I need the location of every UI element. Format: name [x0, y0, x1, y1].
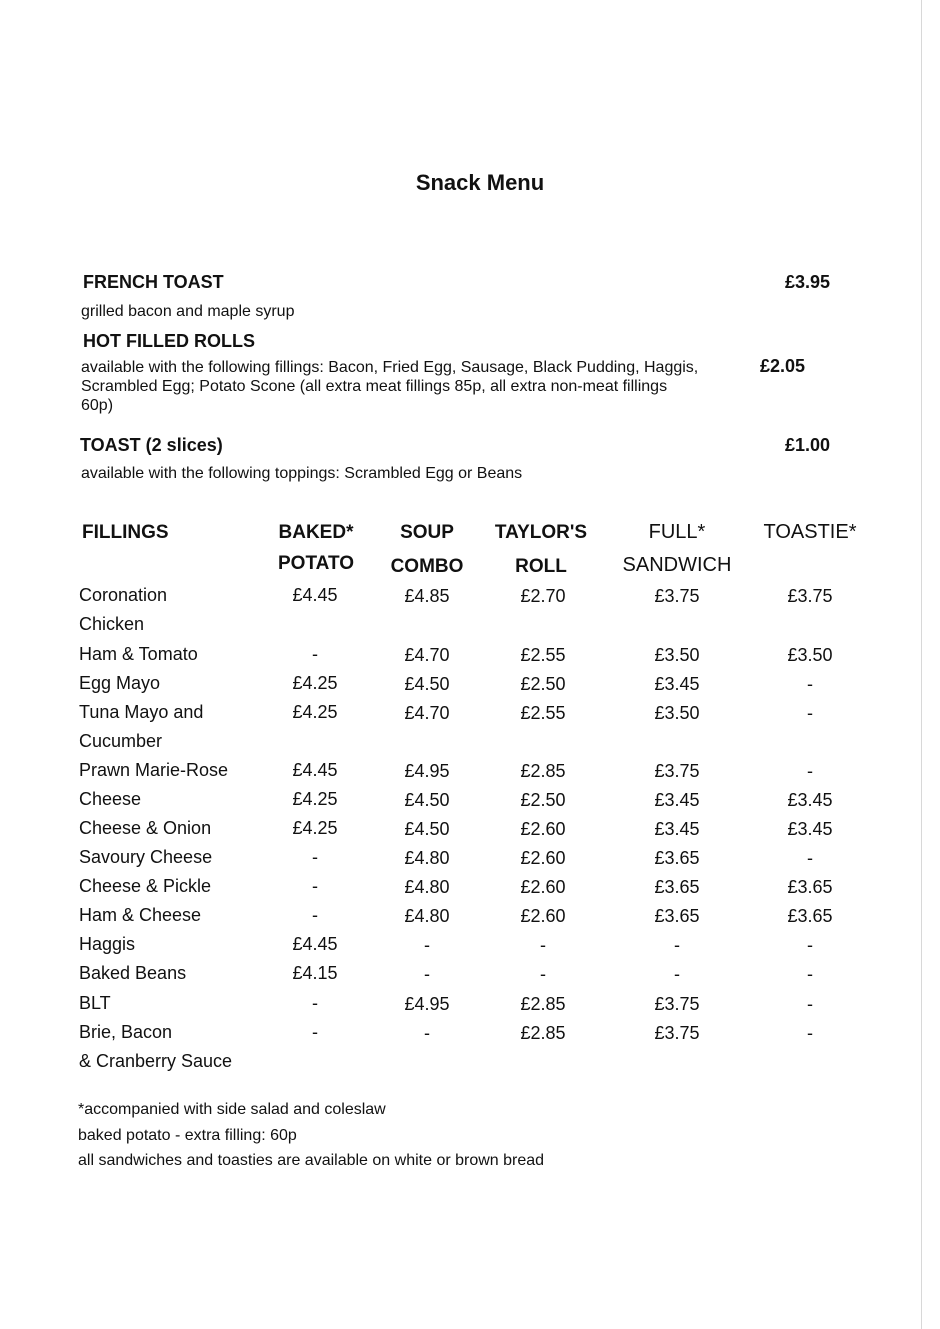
table-cell-price: -	[424, 935, 430, 955]
table-row-name-line: Cheese & Pickle	[79, 876, 212, 896]
table-cell-price: £2.70	[520, 586, 566, 606]
header-taylors-roll-line2: ROLL	[515, 556, 567, 577]
table-cell-price: £3.65	[787, 877, 833, 897]
header-baked-potato-line2: POTATO	[278, 553, 354, 574]
table-row-name-line: Brie, Bacon	[79, 1022, 173, 1042]
table-cell-price: £2.85	[520, 761, 566, 781]
table-row-name-line: Baked Beans	[79, 963, 187, 983]
header-fillings: FILLINGS	[82, 522, 169, 543]
table-cell-price: £4.50	[404, 790, 450, 810]
item-desc-hot-filled-rolls	[81, 358, 698, 415]
table-row-name	[79, 930, 279, 959]
table-cell-price: £3.65	[654, 877, 700, 897]
table-cell-price: £2.50	[520, 674, 566, 694]
table-row-name	[79, 785, 279, 814]
table-cell-price: -	[540, 935, 546, 955]
item-price-toast: £1.00	[784, 435, 830, 455]
table-cell-price: £3.50	[654, 703, 700, 723]
table-cell-price: £4.25	[292, 818, 338, 838]
item-title-hot-filled-rolls: HOT FILLED ROLLS	[83, 331, 255, 351]
table-cell-price: £3.65	[654, 848, 700, 868]
table-cell-price: £2.60	[520, 848, 566, 868]
table-cell-price: £4.25	[292, 702, 338, 722]
table-row-name	[79, 989, 279, 1018]
footnotes	[78, 1097, 544, 1174]
item-title-toast: TOAST (2 slices)	[80, 435, 223, 455]
table-cell-price: £4.80	[404, 877, 450, 897]
table-cell-price: £2.55	[520, 703, 566, 723]
footnote: all sandwiches and toasties are available on white or brown bread	[78, 1152, 545, 1169]
table-cell-price: £2.60	[520, 877, 566, 897]
table-row-name	[79, 814, 279, 843]
table-cell-price: £2.60	[520, 819, 566, 839]
item-price-hot-filled-rolls: £2.05	[759, 356, 805, 376]
table-cell-price: -	[807, 935, 813, 955]
table-cell-price: £4.50	[404, 674, 450, 694]
table-cell-price: -	[807, 994, 813, 1014]
table-cell-price: £3.75	[654, 586, 700, 606]
table-cell-price: -	[807, 674, 813, 694]
table-row-name	[79, 698, 279, 756]
header-full-sandwich-line1: FULL*	[648, 521, 706, 543]
table-cell-price: £4.95	[404, 761, 450, 781]
table-cell-price: £4.80	[404, 906, 450, 926]
table-row-name-line: Tuna Mayo and	[79, 702, 204, 722]
table-cell-price: -	[312, 847, 318, 867]
table-cell-price: -	[424, 964, 430, 984]
table-cell-price: £3.45	[654, 790, 700, 810]
table-row-name	[79, 581, 279, 639]
table-cell-price: £3.45	[654, 819, 700, 839]
table-row-name	[79, 959, 279, 988]
table-cell-price: £4.15	[292, 963, 338, 983]
table-cell-price: £2.85	[520, 994, 566, 1014]
table-cell-price: -	[540, 964, 546, 984]
item-desc-french-toast: grilled bacon and maple syrup	[81, 303, 295, 320]
table-cell-price: £4.70	[404, 645, 450, 665]
table-cell-price: -	[807, 703, 813, 723]
table-row-name-line: Chicken	[79, 614, 145, 634]
table-cell-price: -	[807, 761, 813, 781]
table-row-name	[79, 843, 279, 872]
table-row-name-line: Savoury Cheese	[79, 847, 213, 867]
table-row-name-line: Prawn Marie-Rose	[79, 760, 229, 780]
table-cell-price: £4.50	[404, 819, 450, 839]
table-cell-price: £4.85	[404, 586, 450, 606]
item-title-french-toast: FRENCH TOAST	[83, 272, 224, 292]
table-cell-price: £3.75	[654, 994, 700, 1014]
table-row-name	[79, 640, 279, 669]
table-row-name-line: Cheese	[79, 789, 142, 809]
table-cell-price: £4.25	[292, 673, 338, 693]
table-cell-price: £2.50	[520, 790, 566, 810]
table-cell-price: -	[312, 876, 318, 896]
item-desc-toast: available with the following toppings: Scrambled Egg or Beans	[81, 465, 523, 482]
table-cell-price: -	[807, 848, 813, 868]
table-cell-price: £3.65	[654, 906, 700, 926]
table-cell-price: £3.50	[787, 645, 833, 665]
table-row-name	[79, 901, 279, 930]
table-cell-price: £4.95	[404, 994, 450, 1014]
table-cell-price: £3.45	[787, 819, 833, 839]
table-row-name	[79, 872, 279, 901]
table-cell-price: £3.45	[787, 790, 833, 810]
table-cell-price: £2.60	[520, 906, 566, 926]
item-desc-line: 60p)	[81, 397, 114, 414]
table-cell-price: -	[312, 905, 318, 925]
header-toastie: TOASTIE*	[763, 521, 857, 543]
table-cell-price: -	[424, 1023, 430, 1043]
table-row-name-line: Haggis	[79, 934, 136, 954]
table-row-name-line: & Cranberry Sauce	[79, 1051, 233, 1071]
table-cell-price: £3.50	[654, 645, 700, 665]
footnote: *accompanied with side salad and coleslaw	[78, 1101, 386, 1118]
item-price-french-toast: £3.95	[784, 272, 830, 292]
table-cell-price: -	[674, 935, 680, 955]
table-cell-price: £4.70	[404, 703, 450, 723]
table-row-name-line: BLT	[79, 993, 111, 1013]
header-taylors-roll-line1: TAYLOR'S	[494, 522, 588, 543]
table-row-name-line: Ham & Tomato	[79, 644, 198, 664]
table-cell-price: -	[807, 1023, 813, 1043]
page-edge-line	[921, 0, 922, 1329]
table-row-name	[79, 669, 279, 698]
table-row-name-line: Ham & Cheese	[79, 905, 202, 925]
header-full-sandwich-line2: SANDWICH	[622, 554, 732, 576]
table-cell-price: £3.65	[787, 906, 833, 926]
table-cell-price: £4.45	[292, 585, 338, 605]
table-cell-price: £2.55	[520, 645, 566, 665]
table-cell-price: -	[312, 1022, 318, 1042]
table-cell-price: -	[312, 644, 318, 664]
table-cell-price: £4.80	[404, 848, 450, 868]
table-row-name-line: Egg Mayo	[79, 673, 161, 693]
item-desc-line: Scrambled Egg; Potato Scone (all extra meat fillings 85p, all extra non-meat fillings	[81, 378, 668, 395]
table-cell-price: £3.75	[654, 761, 700, 781]
table-row-name-line: Cucumber	[79, 731, 163, 751]
table-cell-price: £3.45	[654, 674, 700, 694]
header-soup-combo-line2: COMBO	[390, 556, 464, 577]
footnote: baked potato - extra filling: 60p	[78, 1126, 297, 1144]
table-cell-price: £4.45	[292, 760, 338, 780]
page-title: Snack Menu	[415, 170, 545, 195]
item-desc-line: available with the following fillings: Bacon, Fried Egg, Sausage, Black Pudding, Haggis,	[81, 359, 699, 376]
table-cell-price: £4.25	[292, 789, 338, 809]
table-cell-price: -	[312, 993, 318, 1013]
header-baked-potato-line1: BAKED*	[278, 522, 354, 543]
table-cell-price: -	[674, 964, 680, 984]
table-row-name-line: Cheese & Onion	[79, 818, 212, 838]
header-soup-combo-line1: SOUP	[400, 522, 454, 543]
table-row-name	[79, 1018, 279, 1076]
table-cell-price: £4.45	[292, 934, 338, 954]
table-cell-price: £3.75	[654, 1023, 700, 1043]
table-row-name-line: Coronation	[79, 585, 168, 605]
table-row-name	[79, 756, 279, 785]
table-cell-price: £2.85	[520, 1023, 566, 1043]
table-cell-price: -	[807, 964, 813, 984]
table-cell-price: £3.75	[787, 586, 833, 606]
